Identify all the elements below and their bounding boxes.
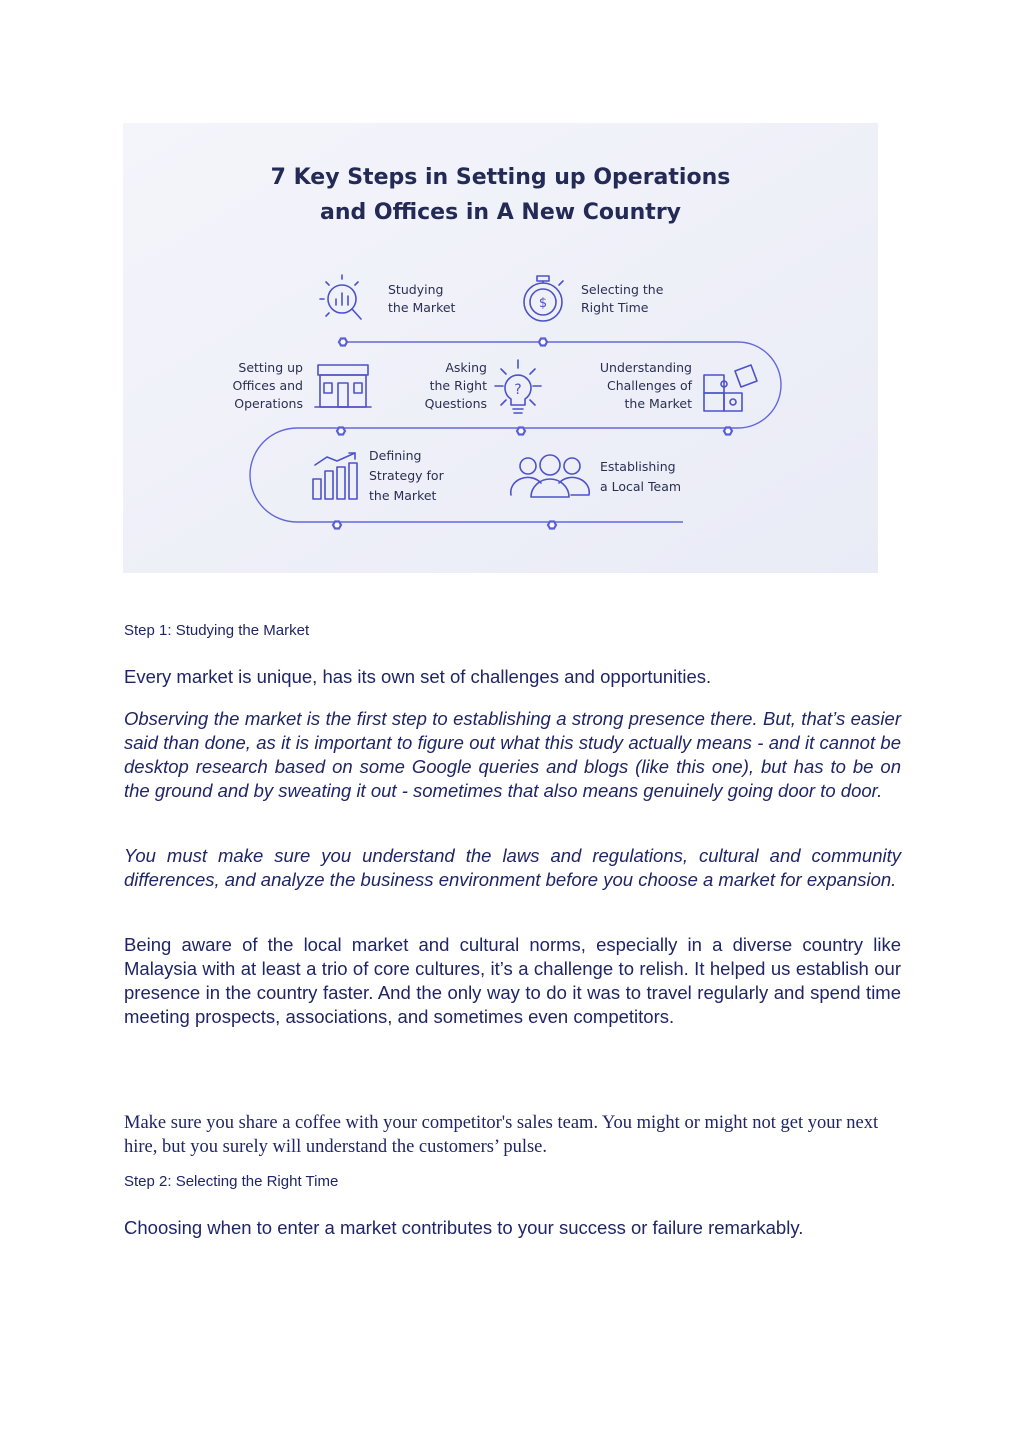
step1-caption: Step 1: Studying the Market bbox=[124, 622, 310, 639]
step-label-asking-questions bbox=[387, 359, 487, 413]
label-line: Studying bbox=[388, 282, 444, 297]
label-line: a Local Team bbox=[600, 479, 682, 494]
step-label-studying-market bbox=[388, 281, 455, 317]
label-line: Establishing bbox=[600, 459, 676, 474]
label-line: Selecting the bbox=[581, 282, 664, 297]
step2-caption: Step 2: Selecting the Right Time bbox=[124, 1173, 339, 1190]
node-1 bbox=[339, 339, 347, 346]
step1-italic-paragraph-1: Observing the market is the first step to establishing a strong presence there. But, that’s easier said than done, as it is important to figure out what this study actually means - and it cannot be desktop research based on some Google queries and blogs (like this one), but has to be on the ground and by sweating it out - sometimes that also means genuinely going door to door. bbox=[124, 708, 901, 801]
steps-infographic bbox=[123, 123, 878, 573]
label-line: Right Time bbox=[581, 300, 649, 315]
label-line: the Market bbox=[388, 300, 456, 315]
node-6 bbox=[333, 522, 341, 529]
step-label-selecting-time bbox=[581, 281, 663, 317]
title-line-2: and Offices in A New Country bbox=[319, 200, 682, 225]
step-label-understanding-challenges bbox=[573, 359, 692, 413]
label-line: Strategy for bbox=[369, 468, 444, 483]
svg-text:$: $ bbox=[538, 296, 548, 311]
label-line: Challenges of bbox=[606, 378, 692, 393]
step2-intro: Choosing when to enter a market contributes to your success or failure remarkably. bbox=[124, 1217, 804, 1238]
label-line: Defining bbox=[369, 448, 422, 463]
label-line: Asking bbox=[445, 360, 487, 375]
step1-body-paragraph: Being aware of the local market and cultural norms, especially in a diverse country like Malaysia with at least a trio of core cultures, it’s a challenge to relish. It helped us establish our presence in the country faster. And the only way to do it was to travel regularly and spend time meeting prospects, associations, and sometimes even competitors. bbox=[124, 934, 901, 1027]
step-label-defining-strategy bbox=[369, 446, 444, 506]
node-7 bbox=[548, 522, 556, 529]
node-2 bbox=[539, 339, 547, 346]
label-line: Setting up bbox=[238, 360, 303, 375]
label-line: Understanding bbox=[599, 360, 692, 375]
step1-italic-paragraph-2: You must make sure you understand the laws and regulations, cultural and community differences, and analyze the business environment before you choose a market for expansion. bbox=[124, 845, 901, 890]
label-line: Operations bbox=[234, 396, 303, 411]
label-line: Questions bbox=[424, 396, 487, 411]
label-line: Offices and bbox=[232, 378, 303, 393]
label-line: the Right bbox=[429, 378, 487, 393]
coffee-tip: Make sure you share a coffee with your competitor's sales team. You might or might not get your next hire, but you surely will understand the customers’ pulse. bbox=[124, 1113, 879, 1157]
infographic-title bbox=[123, 160, 878, 230]
node-3 bbox=[337, 428, 345, 435]
label-line: the Market bbox=[369, 488, 437, 503]
node-5 bbox=[724, 428, 732, 435]
title-line-1: 7 Key Steps in Setting up Operations bbox=[270, 165, 731, 190]
label-line: the Market bbox=[624, 396, 692, 411]
step1-intro: Every market is unique, has its own set of challenges and opportunities. bbox=[124, 666, 712, 687]
node-4 bbox=[517, 428, 525, 435]
step-label-setting-up-offices bbox=[203, 359, 303, 413]
svg-text:?: ? bbox=[514, 382, 522, 398]
step-label-local-team bbox=[600, 457, 681, 497]
